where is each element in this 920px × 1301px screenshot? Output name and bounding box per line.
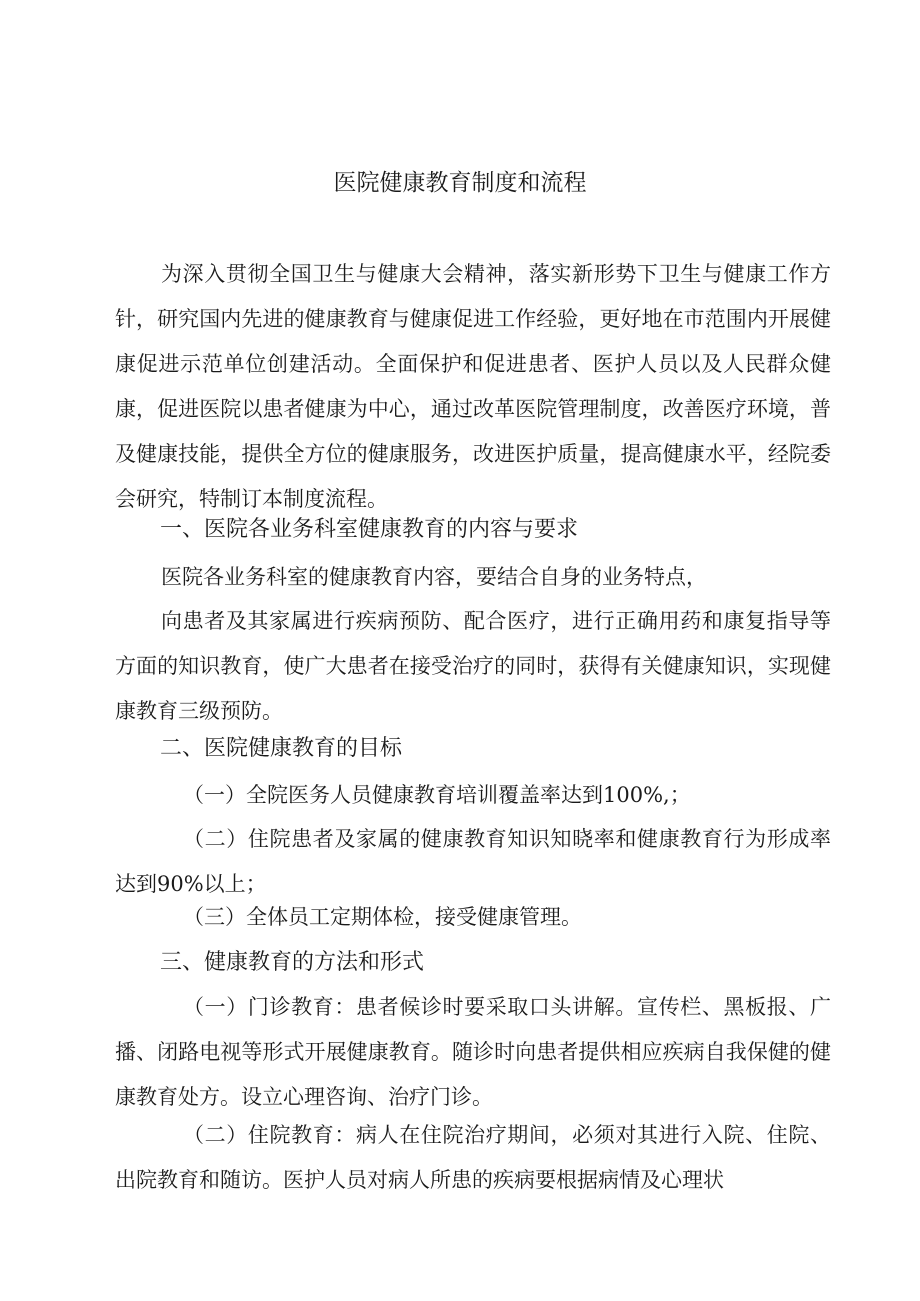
section-1-paragraph-2: 向患者及其家属进行疾病预防、配合医疗，进行正确用药和康复指导等方面的知识教育，使广大患者在接受治疗的同时，获得有关健康知识，实现健康教育三级预防。 [115, 609, 831, 723]
section-3-item-2: （二）住院教育：病人在住院治疗期间，必须对其进行入院、住院、出院教育和随访。医护人员对病人所患的疾病要根据病情及心理状 [115, 1123, 831, 1192]
section-2-item-1: （一）全院医务人员健康教育培训覆盖率达到100%,； [183, 783, 691, 807]
section-1-heading: 一、医院各业务科室健康教育的内容与要求 [160, 517, 579, 542]
section-2-heading: 二、医院健康教育的目标 [160, 736, 403, 761]
section-1-paragraph-1: 医院各业务科室的健康教育内容，要结合自身的业务特点， [161, 565, 707, 589]
section-3-heading: 三、健康教育的方法和形式 [160, 950, 425, 975]
section-3-item-1: （一）门诊教育：患者候诊时要采取口头讲解。宣传栏、黑板报、广播、闭路电视等形式开展健康教育。随诊时向患者提供相应疾病自我保健的健康教育处方。设立心理咨询、治疗门诊。 [115, 995, 831, 1109]
intro-paragraph: 为深入贯彻全国卫生与健康大会精神，落实新形势下卫生与健康工作方针，研究国内先进的健康教育与健康促进工作经验，更好地在市范围内开展健康促进示范单位创建活动。全面保护和促进患者、医护人员以及人民群众健康，促进医院以患者健康为中心，通过改革医院管理制度，改善医疗环境，普及健康技能，提供全方位的健康服务，改进医护质量，提高健康水平，经院委会研究，特制订本制度流程。 [115, 262, 831, 511]
document-title: 医院健康教育制度和流程 [333, 170, 587, 196]
section-2-item-3: （三）全体员工定期体检，接受健康管理。 [183, 905, 582, 929]
section-2-item-2: （二）住院患者及家属的健康教育知识知晓率和健康教育行为形成率达到90%以上； [115, 827, 831, 896]
